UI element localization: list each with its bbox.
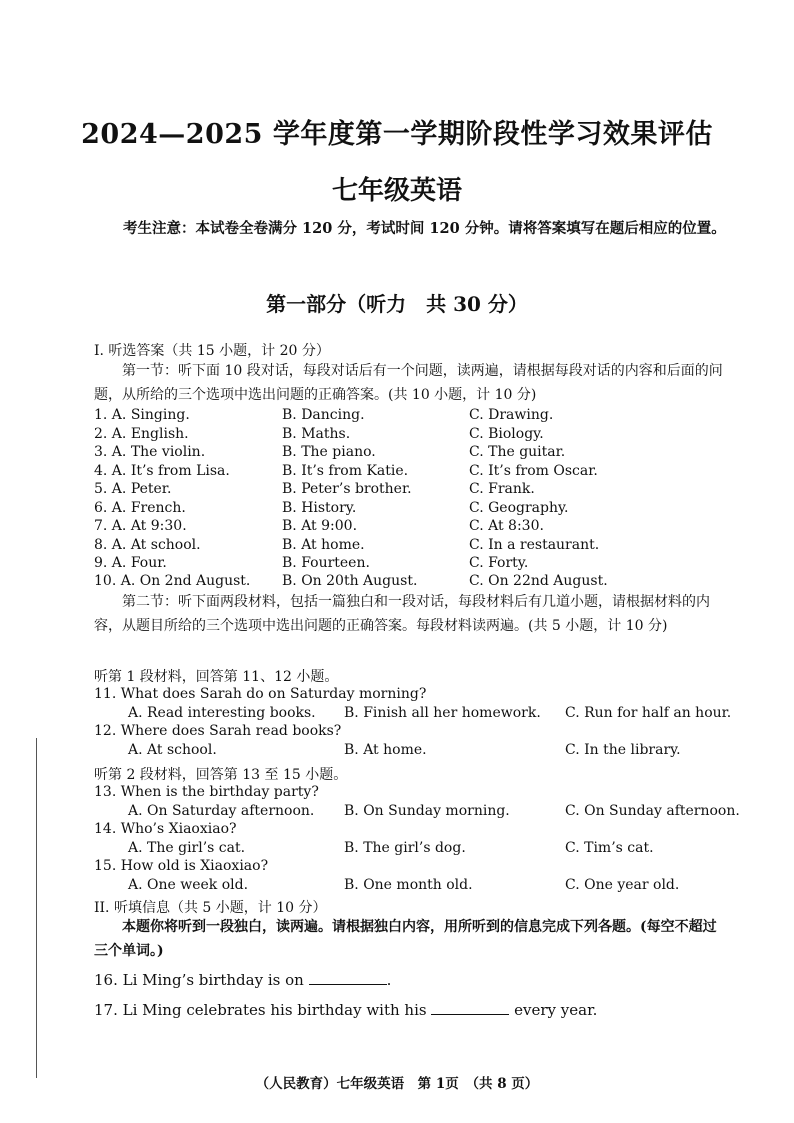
mc-option-a: 10. A. On 2nd August. — [94, 573, 251, 589]
section-two-instructions: 本题你将听到一段独白，读两遍。请根据独白内容，用所听到的信息完成下列各题。(每空不超过三个单词。) — [94, 919, 717, 959]
mc-option-c: C. The guitar. — [469, 444, 566, 460]
mc-option-c: C. Biology. — [469, 426, 544, 442]
q15-option-b: B. One month old. — [344, 877, 473, 893]
mc-option-b: B. The piano. — [282, 444, 376, 460]
mc-option-c: C. Drawing. — [469, 407, 554, 423]
q13-option-c: C. On Sunday afternoon. — [565, 803, 740, 819]
q12-option-a: A. At school. — [128, 742, 217, 758]
mc-question-row — [94, 500, 734, 519]
q13-option-a: A. On Saturday afternoon. — [128, 803, 315, 819]
mc-option-a: 6. A. French. — [94, 500, 186, 516]
q11-option-b: B. Finish all her homework. — [344, 705, 541, 721]
section-one-sub1-instructions: 第一节：听下面 10 段对话，每段对话后有一个问题，读两遍，请根据每段对话的内容和后面的问题，从所给的三个选项中选出问题的正确答案。(共 10 小题，计 10 分) — [94, 363, 723, 403]
q14-option-a: A. The girl’s cat. — [128, 840, 246, 856]
q12-option-b: B. At home. — [344, 742, 427, 758]
mc-question-row — [94, 555, 734, 574]
mc-option-b: B. History. — [282, 500, 357, 516]
question-12: 12. Where does Sarah read books? — [94, 723, 342, 739]
mc-option-b: B. Peter’s brother. — [282, 481, 412, 497]
q12-option-c: C. In the library. — [565, 742, 681, 758]
section-one-sub2-instructions: 第二节：听下面两段材料，包括一篇独白和一段对话，每段材料后有几道小题，请根据材料的内容，从题目所给的三个选项中选出问题的正确答案。每段材料读两遍。(共 5 小题，计 10 分) — [94, 594, 710, 634]
question-11: 11. What does Sarah do on Saturday morning? — [94, 686, 427, 702]
question-17 — [94, 1000, 597, 1019]
scan-edge-line — [36, 738, 37, 1078]
mc-question-row — [94, 463, 734, 482]
q16-answer-blank[interactable] — [309, 970, 387, 985]
mc-option-b: B. Maths. — [282, 426, 351, 442]
mc-option-c: C. In a restaurant. — [469, 537, 600, 553]
question-14: 14. Who’s Xiaoxiao? — [94, 821, 237, 837]
mc-question-row — [94, 444, 734, 463]
mc-option-a: 7. A. At 9:30. — [94, 518, 187, 534]
question-16 — [94, 970, 391, 989]
mc-option-c: C. At 8:30. — [469, 518, 544, 534]
mc-question-row — [94, 481, 734, 500]
q14-option-b: B. The girl’s dog. — [344, 840, 466, 856]
mc-option-b: B. Dancing. — [282, 407, 365, 423]
mc-option-b: B. At home. — [282, 537, 365, 553]
part-one-title: 第一部分（听力 共 30 分） — [266, 292, 528, 316]
exam-title: 2024—2025 学年度第一学期阶段性学习效果评估 — [81, 119, 713, 150]
mc-option-b: B. At 9:00. — [282, 518, 358, 534]
q16-text-end: . — [386, 971, 392, 989]
mc-option-a: 8. A. At school. — [94, 537, 201, 553]
mc-option-b: B. It’s from Katie. — [282, 463, 409, 479]
mc-option-c: C. Frank. — [469, 481, 535, 497]
mc-option-c: C. On 22nd August. — [469, 573, 608, 589]
q16-text: 16. Li Ming’s birthday is on — [94, 971, 304, 989]
mc-question-row — [94, 426, 734, 445]
mc-question-row — [94, 407, 734, 426]
exam-subtitle: 七年级英语 — [331, 176, 462, 206]
mc-option-b: B. On 20th August. — [282, 573, 418, 589]
q17-answer-blank[interactable] — [431, 1000, 509, 1015]
mc-option-a: 2. A. English. — [94, 426, 189, 442]
mc-option-a: 1. A. Singing. — [94, 407, 190, 423]
mc-option-a: 9. A. Four. — [94, 555, 167, 571]
mc-option-a: 4. A. It’s from Lisa. — [94, 463, 230, 479]
q15-option-a: A. One week old. — [128, 877, 249, 893]
mc-option-c: C. It’s from Oscar. — [469, 463, 598, 479]
material-one-label: 听第 1 段材料，回答第 11、12 小题。 — [94, 669, 339, 685]
mc-option-c: C. Forty. — [469, 555, 529, 571]
q15-option-c: C. One year old. — [565, 877, 680, 893]
question-15: 15. How old is Xiaoxiao? — [94, 858, 269, 874]
mc-question-row — [94, 518, 734, 537]
q14-option-c: C. Tim’s cat. — [565, 840, 654, 856]
question-13: 13. When is the birthday party? — [94, 784, 319, 800]
section-one-heading: I. 听选答案（共 15 小题，计 20 分） — [94, 343, 330, 359]
material-two-label: 听第 2 段材料，回答第 13 至 15 小题。 — [94, 767, 348, 783]
mc-question-row — [94, 537, 734, 556]
q11-option-c: C. Run for half an hour. — [565, 705, 732, 721]
page-footer: （人民教育）七年级英语 第 1页 （共 8 页） — [255, 1076, 539, 1092]
section-two-heading: II. 听填信息（共 5 小题，计 10 分） — [94, 900, 327, 916]
candidate-notice: 考生注意：本试卷全卷满分 120 分，考试时间 120 分钟。请将答案填写在题后相应的位置。 — [123, 220, 726, 237]
mc-option-b: B. Fourteen. — [282, 555, 370, 571]
mc-option-c: C. Geography. — [469, 500, 569, 516]
q17-text: 17. Li Ming celebrates his birthday with his — [94, 1001, 427, 1019]
q17-text-end: every year. — [514, 1001, 598, 1019]
mc-option-a: 3. A. The violin. — [94, 444, 206, 460]
q13-option-b: B. On Sunday morning. — [344, 803, 510, 819]
q11-option-a: A. Read interesting books. — [128, 705, 316, 721]
mc-option-a: 5. A. Peter. — [94, 481, 172, 497]
